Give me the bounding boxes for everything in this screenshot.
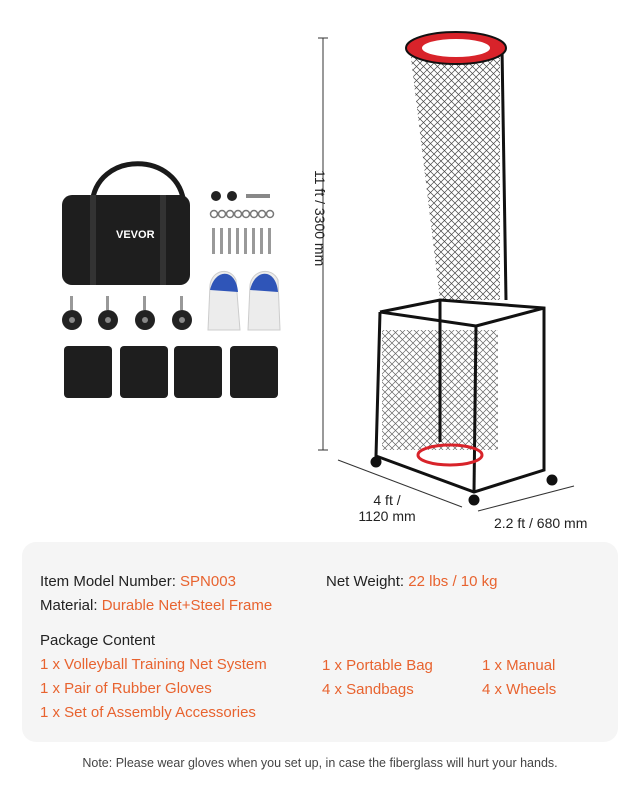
- rubber-gloves-icon: [208, 271, 280, 330]
- steel-frame-icon: [372, 300, 556, 504]
- width-label-line1: 4 ft /: [373, 492, 401, 508]
- package-item: 1 x Pair of Rubber Gloves: [40, 680, 212, 697]
- sandbags-icon: [64, 346, 278, 398]
- net-weight-value: 22 lbs / 10 kg: [408, 573, 498, 590]
- net-weight-row: [326, 573, 498, 590]
- material-label: Material:: [40, 597, 102, 614]
- model-number-value: SPN003: [180, 573, 236, 590]
- net-weight-label: Net Weight:: [326, 573, 409, 590]
- width-label-line2: 1120 mm: [358, 508, 416, 524]
- material-value: Durable Net+Steel Frame: [101, 597, 273, 614]
- package-item: 1 x Portable Bag: [322, 657, 433, 674]
- assembly-accessories-icon: [211, 191, 274, 254]
- safety-note: Note: Please wear gloves when you set up, in case the fiberglass will hurt your hands.: [82, 756, 558, 770]
- bag-logo: VEVOR: [116, 229, 155, 241]
- model-number-label: Item Model Number:: [40, 573, 181, 590]
- wheels-icon: [62, 296, 192, 330]
- material-row: [40, 597, 272, 614]
- portable-bag-icon: [62, 164, 190, 285]
- package-item: 4 x Wheels: [482, 681, 557, 698]
- training-net-icon: [406, 32, 506, 300]
- width-label: [352, 492, 422, 524]
- model-number-row: [40, 573, 236, 590]
- depth-label: 2.2 ft / 680 mm: [494, 515, 588, 531]
- package-item: 4 x Sandbags: [322, 681, 414, 698]
- package-item: 1 x Manual: [482, 657, 556, 674]
- package-item: 1 x Volleyball Training Net System: [40, 656, 267, 673]
- package-item: 1 x Set of Assembly Accessories: [40, 704, 256, 721]
- height-label: 11 ft / 3300 mm: [312, 170, 328, 267]
- package-heading: Package Content: [40, 632, 156, 649]
